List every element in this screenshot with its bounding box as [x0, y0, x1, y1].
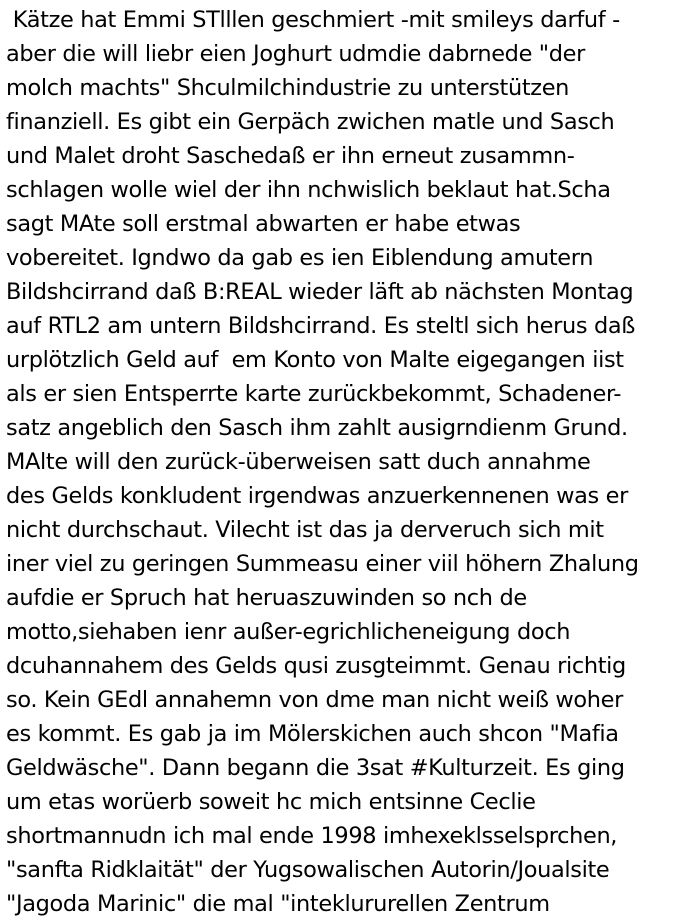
text-line: molch machts" Shculmilchindustrie zu unterstützen [6, 75, 570, 101]
text-line: schlagen wolle wiel der ihn nchwislich beklaut hat.Scha [6, 177, 611, 203]
text-line: sagt MAte soll erstmal abwarten er habe etwas [6, 211, 521, 237]
text-line: aber die will liebr eien Joghurt udmdie dabrnede "der [6, 41, 586, 67]
text-line: und Malet droht Saschedaß er ihn erneut zusammn- [6, 143, 575, 169]
text-line: shortmannudn ich mal ende 1998 imhexeklsselsprchen, [6, 823, 618, 849]
text-line: iner viel zu geringen Summeasu einer viil höhern Zhalung [6, 551, 639, 577]
text-line: um etas worüerb soweit hc mich entsinne Ceclie [6, 789, 536, 815]
text-line: als er sien Entsperrte karte zurückbekommt, Schadener- [6, 381, 622, 407]
text-line: vobereitet. Igndwo da gab es ien Eiblendung amutern [6, 245, 594, 271]
text-line: Geldwäsche". Dann begann die 3sat #Kulturzeit. Es ging [6, 755, 625, 781]
text-line: auf RTL2 am untern Bildshcirrand. Es steltl sich herus daß [6, 313, 636, 339]
text-line: urplötzlich Geld auf em Konto von Malte eigegangen iist [6, 347, 624, 373]
text-line: dcuhannahem des Gelds qusi zusgteimmt. Genau richtig [6, 653, 626, 679]
text-line: motto,siehaben ienr außer-egrichlicheneigung doch [6, 619, 571, 645]
text-line: so. Kein GEdl annahemn von dme man nicht weiß woher [6, 687, 624, 713]
text-line: satz angeblich den Sasch ihm zahlt ausigrndienm Grund. [6, 415, 628, 441]
text-line: MAlte will den zurück-überweisen satt duch annahme [6, 449, 591, 475]
text-line: Bildshcirrand daß B:REAL wieder läft ab nächsten Montag [6, 279, 634, 305]
text-line: "Jagoda Marinic" die mal "inteklururellen Zentrum [6, 891, 550, 917]
text-line: aufdie er Spruch hat heruaszuwinden so nch de [6, 585, 527, 611]
text-line: nicht durchschaut. Vilecht ist das ja derveruch sich mit [6, 517, 604, 543]
text-line: Kätze hat Emmi STlllen geschmiert -mit smileys darfuf - [6, 7, 620, 33]
text-line: es kommt. Es gab ja im Mölerskichen auch shcon "Mafia [6, 721, 619, 747]
text-line: "sanfta Ridklaität" der Yugsowalischen Autorin/Joualsite [6, 857, 610, 883]
text-line: finanziell. Es gibt ein Gerpäch zwichen matle und Sasch [6, 109, 615, 135]
document-text-body [6, 3, 684, 920]
text-line: des Gelds konkludent irgendwas anzuerkennenen was er [6, 483, 628, 509]
